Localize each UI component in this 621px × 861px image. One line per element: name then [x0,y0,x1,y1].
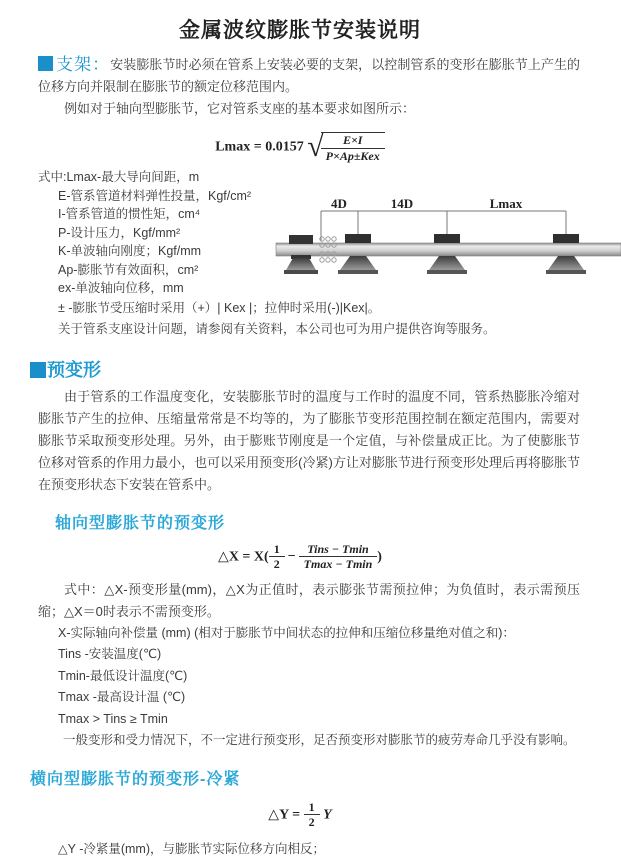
definition-line: E-管系管道材料弹性投量，Kgf/cm² [58,188,252,203]
consult-note: 关于管系支座设计问题，请参阅有关资料，本公司也可为用户提供咨询等服务。 [58,321,496,336]
definition-line: ex-单波轴向位移，mm [58,281,184,296]
fraction-denominator: P×Ap±Kex [325,148,380,163]
variable-definitions [38,168,276,298]
predeform-section-heading [30,356,600,382]
axial-var-line: Tmax > Tins ≥ Tmin [58,711,168,726]
axial-var-line: X-实际轴向补偿量 (mm) (相对于膨胀节中间状态的拉伸和压缩位移量绝对值之和)： [58,625,515,640]
definition-line: I-管系管道的惯性矩，cm⁴ [58,207,201,222]
axial-var-line: Tmin-最低设计温度(℃) [58,668,188,683]
predeform-paragraph: 由于管系的工作温度变化，安装膨胀节时的温度与工作时的温度不同，管系热膨胀冷缩对膨胀节产生的拉伸、压缩量常常是不均等的，为了膨胀节变形范围控制在额定范围内，需要对膨胀节采取预变形处理。另外，由于膨账节刚度是一个定值，与补偿量成正比。为了使膨胀节位移对管系的作用力最小，也可以采用预变形(冷紧)方让对膨胀节进行预变形处理后再将膨胀节在预变形状态下安装在管系中。 [38,388,580,492]
lateral-subheading: 横向型膨胀节的预变形-冷紧 [30,770,241,788]
axial-general-note: 一般变形和受力情况下，不一定进行预变形，足否预变形对膨胀节的疲劳寿命几乎没有影响。 [63,733,576,748]
pipe-diagram-svg [276,196,621,291]
lateral-formula-lhs: △Y = [268,807,301,823]
axial-subheading: 轴向型膨胀节的预变形 [55,514,226,532]
dim-label-14d: 14D [390,196,414,212]
page-title: 金属波纹膨胀节安装说明 [179,19,421,42]
lmax-formula [0,132,600,162]
lmax-formula-lhs: Lmax = 0.0157 [215,139,304,155]
axial-var-line: Tmax -最高设计温 (℃) [58,690,186,705]
predeform-heading-label: 预变形 [47,359,101,380]
axial-formula [0,543,600,571]
definition-line: 式中:Lmax-最大导向间距，m [38,170,200,185]
axial-var-line: Tins -安装温度(℃) [58,647,162,662]
lmax-formula-fraction [321,132,385,162]
dim-label-lmax: Lmax [489,196,523,212]
support-intro-text: 安装膨胀节时必须在管系上安装必要的支架，以控制管系的变形在膨胀节上产生的位移方向并限制在膨胀节的额定位移范围内。 [38,57,581,94]
half-fraction [304,801,320,829]
definition-line: P-设计压力，Kgf/mm² [58,225,181,240]
axial-note: 式中：△X-预变形量(mm)，△X为正值时，表示膨张节需预拉伸；为负值时，表示需预压缩；△X＝0时表示不需预变形。 [38,581,580,619]
lateral-note: △Y -冷紧量(mm)，与膨胀节实际位移方向相反； [58,842,326,857]
fraction-denominator: 2 [273,557,280,572]
definition-line: K-单波轴向刚度；Kgf/mm [58,244,202,259]
half-fraction [269,543,285,571]
definition-line: Ap-膨胀节有效面积，cm² [58,262,199,277]
support-section-label: 支架： [56,55,111,74]
section-bullet-icon [38,56,53,71]
plusminus-note: ± -膨胀节受压缩时采用（+）| Kex |；拉伸时采用(-)|Kex|。 [58,300,381,315]
definitions-and-figure [38,168,580,298]
axial-formula-lhs: △X = X( [218,549,269,564]
minus-operator: − [287,548,296,564]
dim-label-4d: 4D [331,196,347,212]
fraction-numerator: 1 [269,543,285,558]
fraction-denominator: 2 [308,815,315,830]
fraction-denominator: Tmax − Tmin [303,557,373,572]
section-bullet-icon [30,362,46,378]
temperature-fraction [299,543,378,571]
support-intro-paragraph [38,54,580,98]
support-example-line: 例如对于轴向型膨胀节，它对管系支座的基本要求如图所示： [64,101,416,116]
axial-formula-close: ) [377,549,382,564]
lateral-formula [0,801,600,829]
pipe-support-diagram [276,196,621,298]
fraction-numerator: Tins − Tmin [299,543,378,558]
pipe [276,243,621,256]
radical-sign: √ [307,130,324,164]
lateral-formula-rhs: Y [323,807,332,823]
fraction-numerator: 1 [304,801,320,816]
fraction-numerator: E×I [321,134,385,149]
